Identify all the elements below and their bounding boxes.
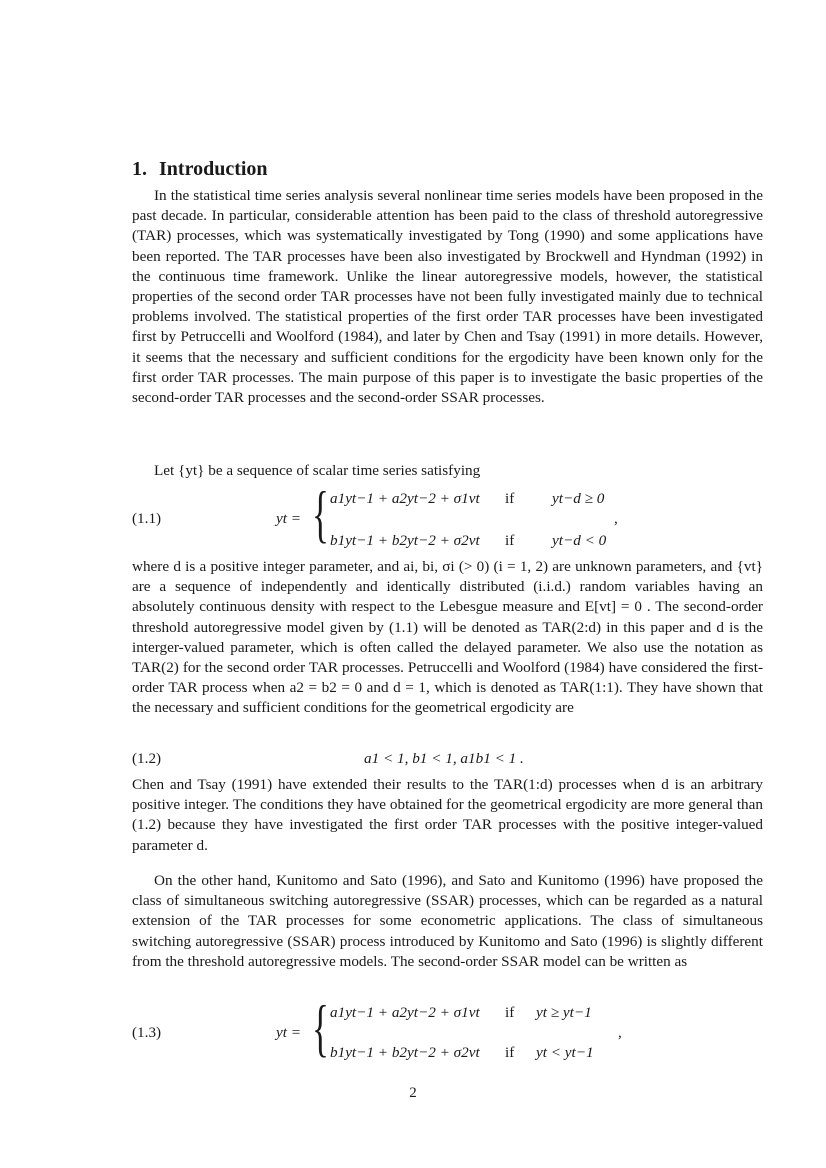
equation-label: (1.2) — [132, 750, 162, 767]
equation-1-2 — [132, 750, 763, 772]
equation-case-2 — [330, 532, 607, 550]
section-number: 1. — [132, 158, 147, 180]
paragraph-ssar: On the other hand, Kunitomo and Sato (1996), and Sato and Kunitomo (1996) have proposed the class of simultaneous switching autoregressive (SSAR) processes, which can be regarded as a natural extension of the TAR processes for some econometric applications. The class of simultaneous switching autoregressive (SSAR) process introduced by Kunitomo and Sato (1996) is slightly different from the threshold autoregressive models. The second-order SSAR model can be written as — [132, 872, 763, 970]
case-condition: yt−d ≥ 0 — [552, 490, 605, 507]
case-condition: yt ≥ yt−1 — [536, 1004, 592, 1021]
case-if: if — [505, 490, 515, 507]
equation-lhs: yt = — [276, 1024, 302, 1041]
case-expression: b1yt−1 + b2yt−2 + σ2vt — [330, 1044, 480, 1061]
case-if: if — [505, 532, 515, 549]
paragraph-let-yt: Let {yt} be a sequence of scalar time series satisfying — [154, 462, 481, 479]
case-if: if — [505, 1044, 515, 1061]
case-condition: yt < yt−1 — [536, 1044, 594, 1061]
equation-lhs: yt = — [276, 510, 302, 527]
equation-label: (1.3) — [132, 1024, 162, 1041]
left-brace: { — [312, 992, 329, 1063]
equation-1-3 — [132, 992, 763, 1063]
paragraph-intro: In the statistical time series analysis several nonlinear time series models have been proposed in the past decade. In particular, considerable attention has been paid to the class of threshold autoregressive (TAR) processes, which was systematically investigated by Tong (1990) and some applications have been reported. The TAR processes have been also investigated by Brockwell and Hyndman (1992) in the continuous time framework. Unlike the linear autoregressive models, however, the statistical properties of the second order TAR processes have not been fully investigated mainly due to technical problems involved. The statistical properties of the first order TAR processes have been investigated first by Petruccelli and Woolford (1984), and later by Chen and Tsay (1991) in more details. However, it seems that the necessary and sufficient conditions for the ergodicity have been known only for the first order TAR processes. The main purpose of this paper is to investigate the basic properties of the second-order TAR processes and the second-order SSAR processes. — [132, 187, 763, 407]
case-expression: b1yt−1 + b2yt−2 + σ2vt — [330, 532, 480, 549]
equation-body: a1 < 1, b1 < 1, a1b1 < 1 . — [364, 750, 524, 767]
paragraph-chen-tsay: Chen and Tsay (1991) have extended their results to the TAR(1:d) processes when d is an arbitrary positive integer. The conditions they have obtained for the geometrical ergodicity are more general than (1.2) because they have investigated the first order TAR processes with the positive integer-valued parameter d. — [132, 776, 763, 854]
section-title: Introduction — [159, 158, 268, 180]
equation-label: (1.1) — [132, 510, 162, 527]
page-number: 2 — [409, 1085, 417, 1101]
left-brace: { — [312, 478, 329, 549]
section-heading — [132, 158, 268, 181]
case-expression: a1yt−1 + a2yt−2 + σ1vt — [330, 490, 480, 507]
case-condition: yt−d < 0 — [552, 532, 607, 549]
equation-trailing-comma: , — [614, 510, 618, 527]
equation-case-1 — [330, 1004, 592, 1022]
equation-case-2 — [330, 1044, 594, 1062]
equation-case-1 — [330, 490, 605, 508]
equation-trailing-comma: , — [618, 1024, 622, 1041]
equation-1-1 — [132, 478, 763, 549]
case-if: if — [505, 1004, 515, 1021]
paragraph-where-d: where d is a positive integer parameter, and ai, bi, σi (> 0) (i = 1, 2) are unknown parameters, and {vt} are a sequence of independently and identically distributed (i.i.d.) random variables having an absolutely continuous density with respect to the Lebesgue measure and E[vt] = 0 . The second-order threshold autoregressive model given by (1.1) will be denoted as TAR(2:d) in this paper and d is the interger-valued parameter, which is often called the delayed parameter. We also use the notation as TAR(2) for the second order TAR processes. Petruccelli and Woolford (1984) have considered the first-order TAR process when a2 = b2 = 0 and d = 1, which is denoted as TAR(1:1). They have shown that the necessary and sufficient conditions for the geometrical ergodicity are — [132, 558, 763, 717]
case-expression: a1yt−1 + a2yt−2 + σ1vt — [330, 1004, 480, 1021]
